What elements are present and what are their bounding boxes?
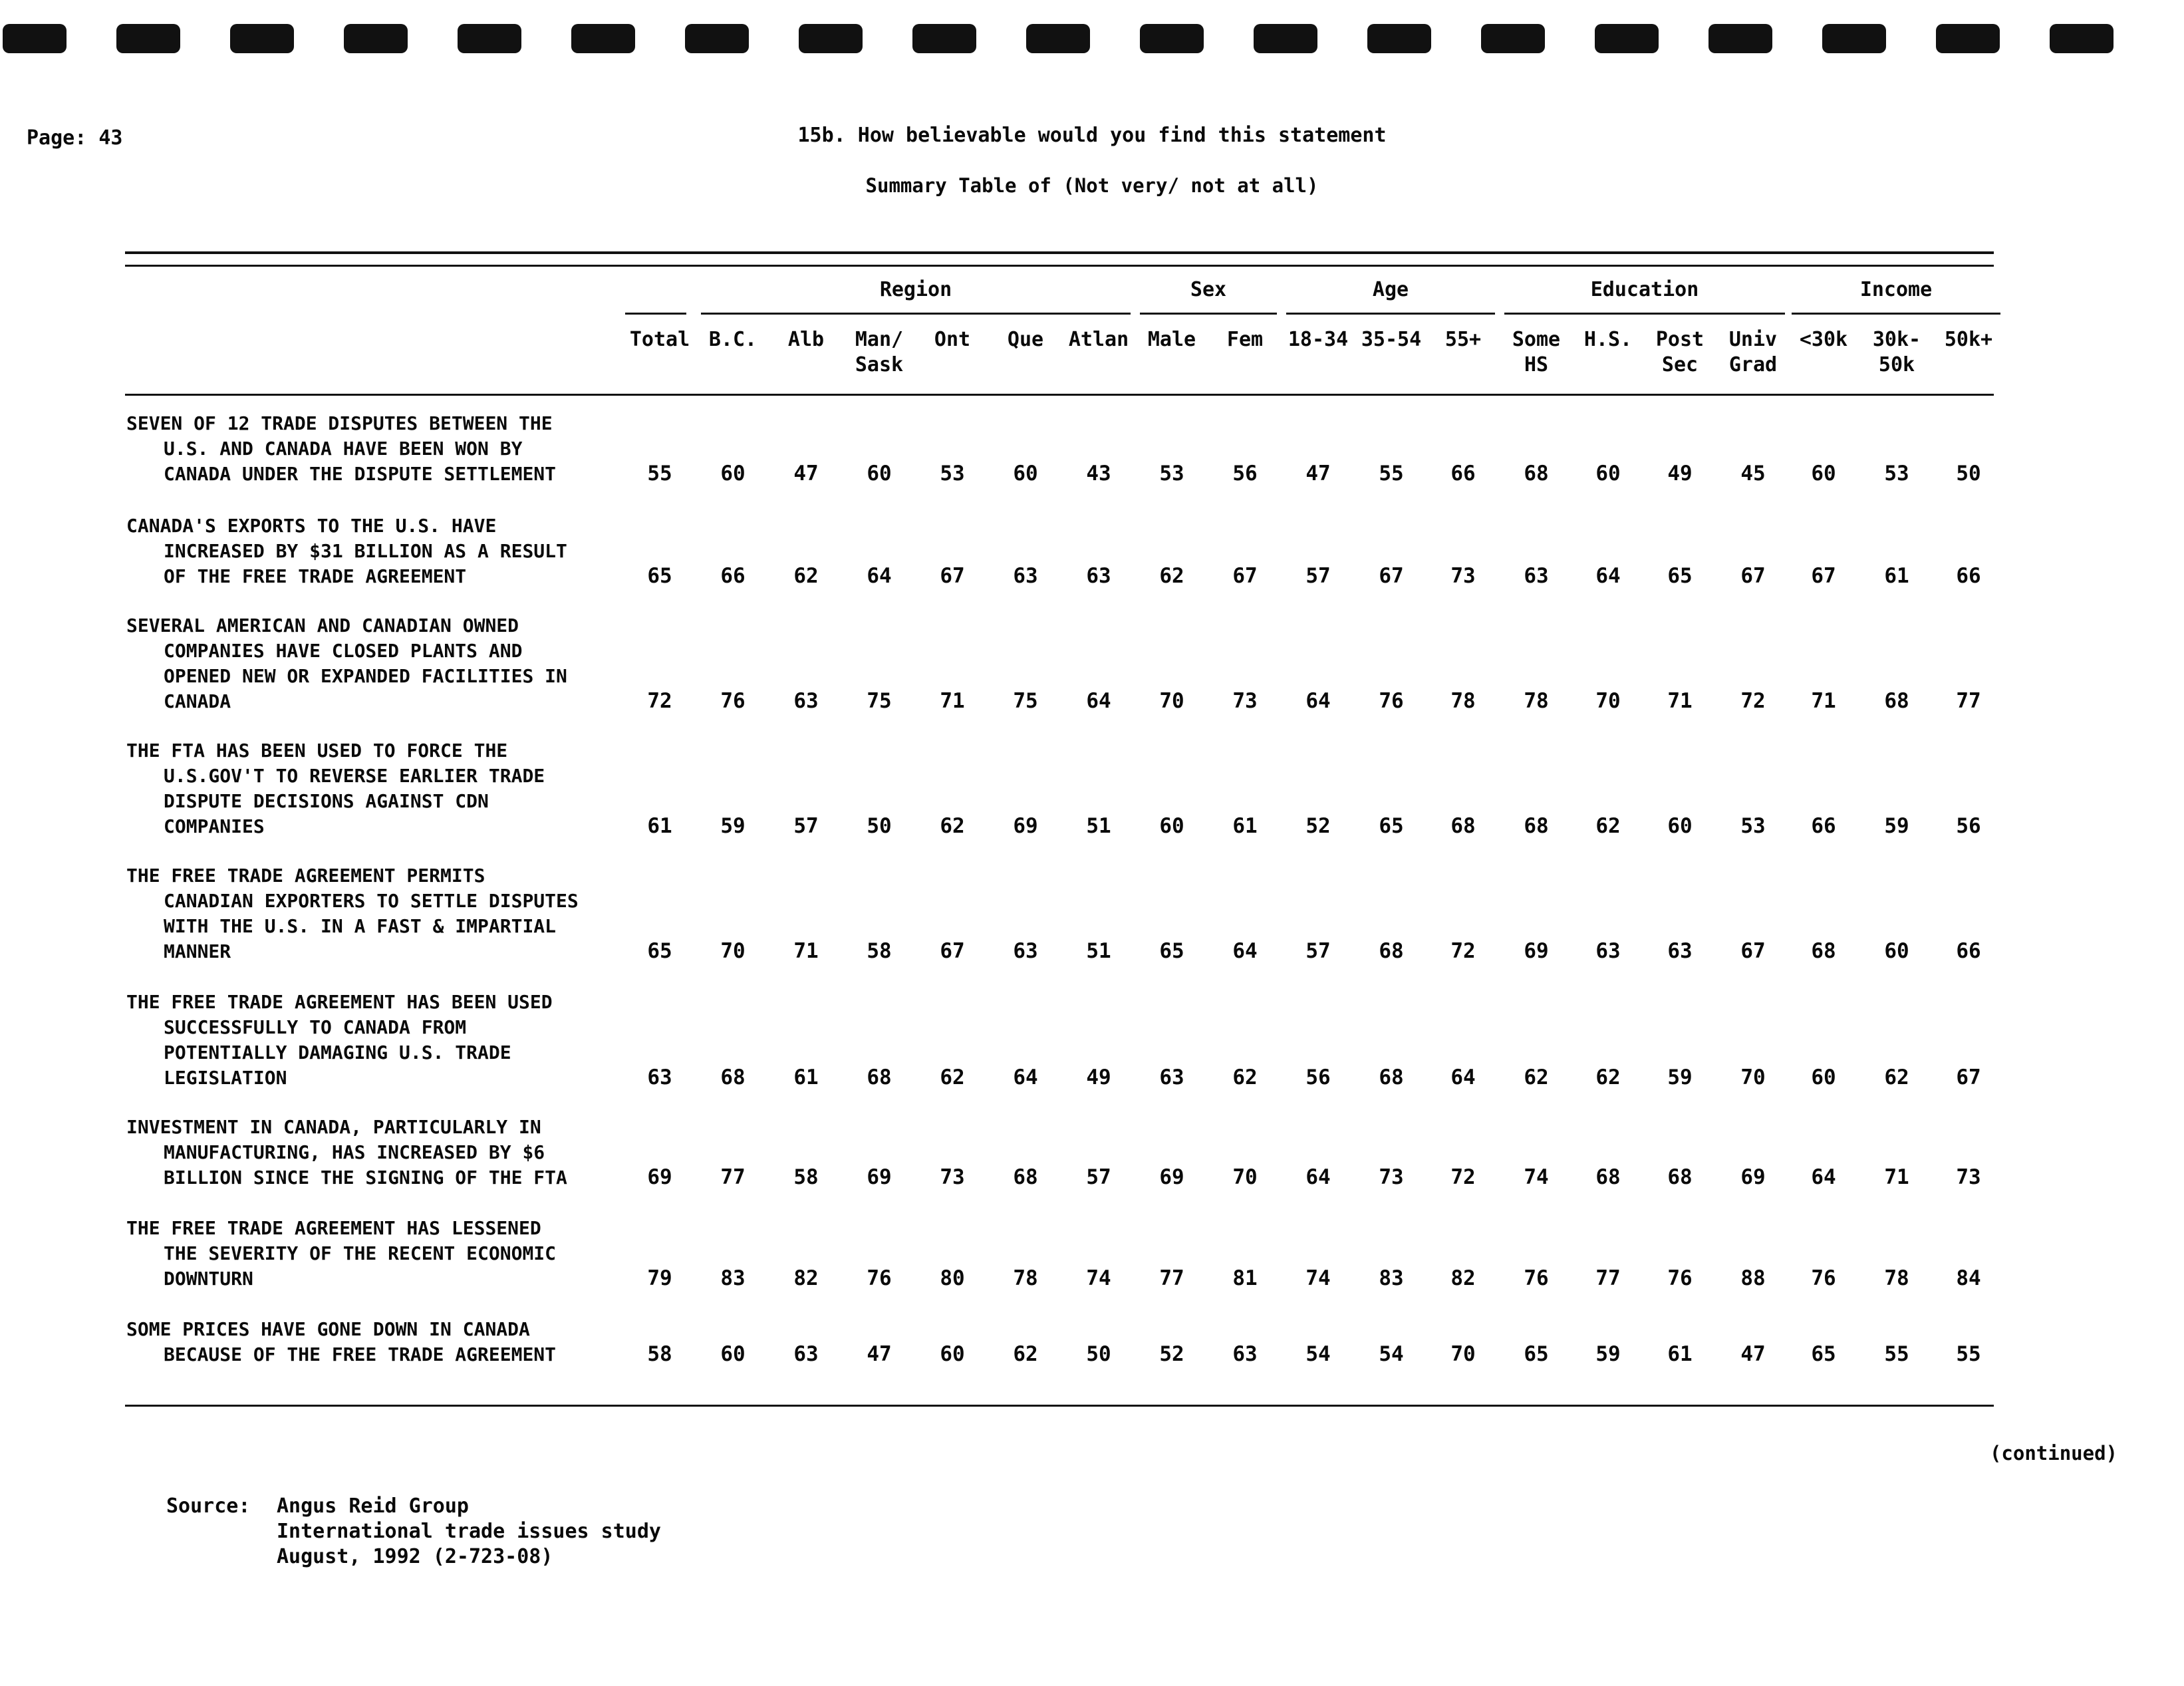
table-cell: 63 [1013,939,1038,963]
table-cell: 83 [720,1266,746,1290]
table-cell: 47 [1305,462,1331,486]
table-subtitle: Summary Table of (Not very/ not at all) [865,174,1319,197]
row-label [126,863,632,964]
table-cell: 49 [1667,462,1693,486]
table-cell: 57 [793,814,819,838]
table-cell: 64 [1305,1165,1331,1189]
punch-hole [1140,24,1204,53]
column-header: <30k [1799,328,1848,351]
table-cell: 62 [1013,1342,1038,1366]
table-cell: 67 [1956,1065,1981,1089]
table-cell: 69 [1740,1165,1766,1189]
table-cell: 60 [940,1342,965,1366]
table-cell: 70 [1232,1165,1258,1189]
table-cell: 76 [1667,1266,1693,1290]
table-cell: 58 [793,1165,819,1189]
table-cell: 67 [940,939,965,963]
table-cell: 63 [793,1342,819,1366]
group-header: Age [1372,278,1409,301]
row-label [126,613,632,714]
row-label [126,990,632,1091]
table-cell: 59 [1667,1065,1693,1089]
row-label-line: BECAUSE OF THE FREE TRADE AGREEMENT [164,1343,557,1365]
table-cell: 61 [1232,814,1258,838]
table-cell: 70 [720,939,746,963]
table-cell: 64 [1450,1065,1476,1089]
row-label [126,738,632,839]
row-label-line: SEVERAL AMERICAN AND CANADIAN OWNED [126,615,519,636]
table-cell: 82 [793,1266,819,1290]
table-cell: 63 [1013,564,1038,588]
table-cell: 74 [1086,1266,1111,1290]
row-label-line: WITH THE U.S. IN A FAST & IMPARTIAL [164,915,557,937]
punch-hole [1936,24,2000,53]
column-header: Post Sec [1655,328,1705,376]
table-cell: 78 [1884,1266,1909,1290]
column-header: Total [629,328,690,351]
table-cell: 77 [720,1165,746,1189]
column-header: 30k- 50k [1872,328,1921,376]
continued-note: (continued) [1989,1442,2117,1465]
column-header: Fem [1226,328,1264,351]
punch-hole [116,24,180,53]
row-label-line: THE SEVERITY OF THE RECENT ECONOMIC [164,1242,557,1264]
table-cell: 71 [1811,689,1836,713]
row-label-line: OF THE FREE TRADE AGREEMENT [164,565,467,587]
table-cell: 62 [1595,1065,1621,1089]
table-top-rule-inner [125,265,1994,267]
row-label-line: LEGISLATION [164,1067,287,1089]
table-cell: 77 [1595,1266,1621,1290]
row-label-line: COMPANIES HAVE CLOSED PLANTS AND [164,640,523,662]
table-cell: 68 [1667,1165,1693,1189]
punch-hole [685,24,749,53]
table-cell: 58 [867,939,892,963]
table-cell: 67 [1740,564,1766,588]
table-cell: 56 [1956,814,1981,838]
table-cell: 57 [1305,564,1331,588]
row-label-line: CANADA'S EXPORTS TO THE U.S. HAVE [126,515,497,537]
punch-hole [1708,24,1772,53]
table-cell: 70 [1450,1342,1476,1366]
table-cell: 68 [1013,1165,1038,1189]
table-cell: 67 [1740,939,1766,963]
punch-hole [2050,24,2114,53]
row-label-line: THE FREE TRADE AGREEMENT HAS BEEN USED [126,991,553,1013]
table-cell: 72 [1740,689,1766,713]
table-cell: 70 [1740,1065,1766,1089]
column-header: Atlan [1068,328,1129,351]
group-underline [1504,313,1785,315]
table-cell: 64 [1595,564,1621,588]
column-header: 35-54 [1361,328,1422,351]
table-cell: 60 [867,462,892,486]
question-title: 15b. How believable would you find this statement [797,124,1387,147]
table-cell: 68 [1379,1065,1404,1089]
table-cell: 55 [1884,1342,1909,1366]
table-cell: 65 [647,939,672,963]
table-cell: 63 [1524,564,1549,588]
table-cell: 60 [1667,814,1693,838]
table-cell: 72 [1450,939,1476,963]
table-cell: 73 [1232,689,1258,713]
table-cell: 61 [1667,1342,1693,1366]
row-label-line: COMPANIES [164,815,265,837]
column-header: Alb [787,328,825,351]
table-cell: 58 [647,1342,672,1366]
table-cell: 74 [1524,1165,1549,1189]
column-header: Man/ Sask [855,328,904,376]
table-cell: 73 [1379,1165,1404,1189]
table-cell: 64 [1013,1065,1038,1089]
table-cell: 69 [1159,1165,1184,1189]
table-cell: 68 [1524,462,1549,486]
column-header: Univ Grad [1728,328,1778,376]
source-key: Source: [166,1494,251,1518]
table-cell: 71 [940,689,965,713]
row-label [126,1115,632,1191]
table-cell: 53 [1740,814,1766,838]
table-cell: 73 [1956,1165,1981,1189]
row-label-line: U.S.GOV'T TO REVERSE EARLIER TRADE [164,765,545,787]
table-cell: 67 [1811,564,1836,588]
table-cell: 82 [1450,1266,1476,1290]
table-cell: 52 [1159,1342,1184,1366]
table-cell: 73 [940,1165,965,1189]
table-cell: 54 [1305,1342,1331,1366]
table-cell: 78 [1013,1266,1038,1290]
table-cell: 88 [1740,1266,1766,1290]
table-cell: 50 [1086,1342,1111,1366]
table-cell: 72 [1450,1165,1476,1189]
table-cell: 76 [1811,1266,1836,1290]
table-cell: 60 [720,1342,746,1366]
table-cell: 59 [1884,814,1909,838]
table-cell: 69 [867,1165,892,1189]
table-cell: 61 [1884,564,1909,588]
table-cell: 73 [1450,564,1476,588]
table-cell: 75 [1013,689,1038,713]
table-cell: 66 [1811,814,1836,838]
table-cell: 63 [1086,564,1111,588]
row-label-line: OPENED NEW OR EXPANDED FACILITIES IN [164,665,567,687]
table-cell: 83 [1379,1266,1404,1290]
table-cell: 78 [1450,689,1476,713]
table-bottom-rule [125,1405,1994,1407]
column-header: Some HS [1512,328,1561,376]
table-cell: 55 [647,462,672,486]
group-underline [1140,313,1277,315]
table-cell: 55 [1956,1342,1981,1366]
table-cell: 69 [1524,939,1549,963]
row-label-line: THE FTA HAS BEEN USED TO FORCE THE [126,740,508,762]
source-lines [277,1494,661,1570]
table-cell: 68 [1450,814,1476,838]
table-cell: 66 [1450,462,1476,486]
table-cell: 50 [1956,462,1981,486]
table-cell: 69 [647,1165,672,1189]
row-label-line: CANADIAN EXPORTERS TO SETTLE DISPUTES [164,890,579,912]
column-header: Que [1007,328,1044,351]
table-cell: 63 [793,689,819,713]
table-cell: 67 [1232,564,1258,588]
column-header: Ont [934,328,971,351]
table-cell: 64 [1086,689,1111,713]
table-cell: 71 [1667,689,1693,713]
table-cell: 47 [867,1342,892,1366]
table-cell: 65 [1667,564,1693,588]
table-cell: 79 [647,1266,672,1290]
table-cell: 54 [1379,1342,1404,1366]
punch-hole [1254,24,1317,53]
punch-hole [1822,24,1886,53]
table-cell: 68 [1379,939,1404,963]
table-cell: 64 [1232,939,1258,963]
table-cell: 77 [1159,1266,1184,1290]
row-label [126,1216,632,1292]
table-cell: 65 [647,564,672,588]
table-cell: 52 [1305,814,1331,838]
source-line: International trade issues study [277,1520,661,1543]
row-label [126,411,632,487]
row-label-line: SEVEN OF 12 TRADE DISPUTES BETWEEN THE [126,412,553,434]
row-label-line: CANADA [164,690,231,712]
punch-hole [1481,24,1545,53]
column-header: B.C. [708,328,757,351]
table-cell: 64 [1811,1165,1836,1189]
table-cell: 53 [1159,462,1184,486]
row-label-line: MANUFACTURING, HAS INCREASED BY $6 [164,1141,545,1163]
table-cell: 68 [1811,939,1836,963]
table-cell: 63 [1159,1065,1184,1089]
table-cell: 62 [1232,1065,1258,1089]
table-cell: 50 [867,814,892,838]
punch-hole [799,24,863,53]
row-label-line: DOWNTURN [164,1268,253,1290]
table-cell: 57 [1305,939,1331,963]
table-cell: 64 [867,564,892,588]
row-label-line: SUCCESSFULLY TO CANADA FROM [164,1016,467,1038]
punch-hole [458,24,521,53]
header-bottom-rule [125,394,1994,396]
punch-hole [1026,24,1090,53]
table-cell: 84 [1956,1266,1981,1290]
table-cell: 76 [1524,1266,1549,1290]
source-line: August, 1992 (2-723-08) [277,1545,553,1568]
row-label-line: THE FREE TRADE AGREEMENT PERMITS [126,865,485,887]
column-header: 55+ [1444,328,1482,351]
column-header: H.S. [1583,328,1633,351]
row-label-line: INCREASED BY $31 BILLION AS A RESULT [164,540,567,562]
table-cell: 55 [1379,462,1404,486]
table-cell: 45 [1740,462,1766,486]
row-label [126,513,632,589]
table-cell: 62 [1159,564,1184,588]
row-label-line: BILLION SINCE THE SIGNING OF THE FTA [164,1167,567,1189]
table-cell: 60 [1811,462,1836,486]
table-cell: 62 [940,1065,965,1089]
group-header: Region [879,278,952,301]
table-cell: 61 [793,1065,819,1089]
column-header: 50k+ [1944,328,1993,351]
table-cell: 59 [720,814,746,838]
table-cell: 71 [793,939,819,963]
table-cell: 62 [793,564,819,588]
table-cell: 57 [1086,1165,1111,1189]
row-label-line: DISPUTE DECISIONS AGAINST CDN [164,790,489,812]
table-cell: 65 [1811,1342,1836,1366]
row-label-line: INVESTMENT IN CANADA, PARTICULARLY IN [126,1116,541,1138]
table-cell: 53 [940,462,965,486]
table-cell: 71 [1884,1165,1909,1189]
table-cell: 70 [1595,689,1621,713]
table-cell: 60 [720,462,746,486]
table-cell: 62 [1884,1065,1909,1089]
table-cell: 66 [1956,939,1981,963]
table-cell: 64 [1305,689,1331,713]
punch-hole [571,24,635,53]
table-top-rule [125,251,1994,254]
group-header: Education [1590,278,1699,301]
table-cell: 62 [1595,814,1621,838]
table-cell: 63 [1595,939,1621,963]
table-cell: 66 [720,564,746,588]
total-underline [625,313,686,315]
page-number: Page: 43 [27,126,123,150]
table-cell: 69 [1013,814,1038,838]
table-cell: 62 [1524,1065,1549,1089]
table-cell: 65 [1524,1342,1549,1366]
table-cell: 68 [867,1065,892,1089]
table-cell: 63 [647,1065,672,1089]
table-cell: 56 [1305,1065,1331,1089]
table-cell: 49 [1086,1065,1111,1089]
group-underline [1286,313,1495,315]
table-cell: 67 [1379,564,1404,588]
table-cell: 56 [1232,462,1258,486]
punch-hole [912,24,976,53]
table-cell: 76 [720,689,746,713]
table-cell: 43 [1086,462,1111,486]
group-underline [1792,313,2000,315]
punch-hole [344,24,408,53]
table-cell: 60 [1884,939,1909,963]
table-cell: 47 [793,462,819,486]
row-label-line: THE FREE TRADE AGREEMENT HAS LESSENED [126,1217,541,1239]
table-cell: 60 [1159,814,1184,838]
group-underline [701,313,1131,315]
table-cell: 68 [1595,1165,1621,1189]
table-cell: 72 [647,689,672,713]
table-cell: 77 [1956,689,1981,713]
table-cell: 68 [1884,689,1909,713]
column-header: Male [1147,328,1196,351]
column-header: 18-34 [1288,328,1349,351]
table-cell: 65 [1159,939,1184,963]
source-line: Angus Reid Group [277,1494,469,1518]
table-cell: 70 [1159,689,1184,713]
punch-hole [1595,24,1659,53]
table-cell: 76 [867,1266,892,1290]
table-cell: 60 [1811,1065,1836,1089]
table-cell: 67 [940,564,965,588]
row-label-line: POTENTIALLY DAMAGING U.S. TRADE [164,1042,511,1063]
table-cell: 63 [1232,1342,1258,1366]
table-cell: 59 [1595,1342,1621,1366]
punch-hole [3,24,67,53]
group-header: Sex [1190,278,1227,301]
punch-hole [230,24,294,53]
table-cell: 75 [867,689,892,713]
table-cell: 60 [1013,462,1038,486]
table-cell: 60 [1595,462,1621,486]
table-cell: 62 [940,814,965,838]
table-cell: 53 [1884,462,1909,486]
table-cell: 51 [1086,814,1111,838]
table-cell: 63 [1667,939,1693,963]
table-cell: 47 [1740,1342,1766,1366]
table-cell: 78 [1524,689,1549,713]
table-cell: 74 [1305,1266,1331,1290]
table-cell: 66 [1956,564,1981,588]
table-cell: 51 [1086,939,1111,963]
table-cell: 80 [940,1266,965,1290]
row-label [126,1317,632,1367]
table-cell: 65 [1379,814,1404,838]
table-cell: 81 [1232,1266,1258,1290]
row-label-line: U.S. AND CANADA HAVE BEEN WON BY [164,438,523,460]
row-label-line: SOME PRICES HAVE GONE DOWN IN CANADA [126,1318,530,1340]
table-cell: 61 [647,814,672,838]
punch-hole [1367,24,1431,53]
row-label-line: MANNER [164,940,231,962]
table-cell: 76 [1379,689,1404,713]
table-cell: 68 [720,1065,746,1089]
table-cell: 68 [1524,814,1549,838]
group-header: Income [1859,278,1933,301]
row-label-line: CANADA UNDER THE DISPUTE SETTLEMENT [164,463,557,485]
